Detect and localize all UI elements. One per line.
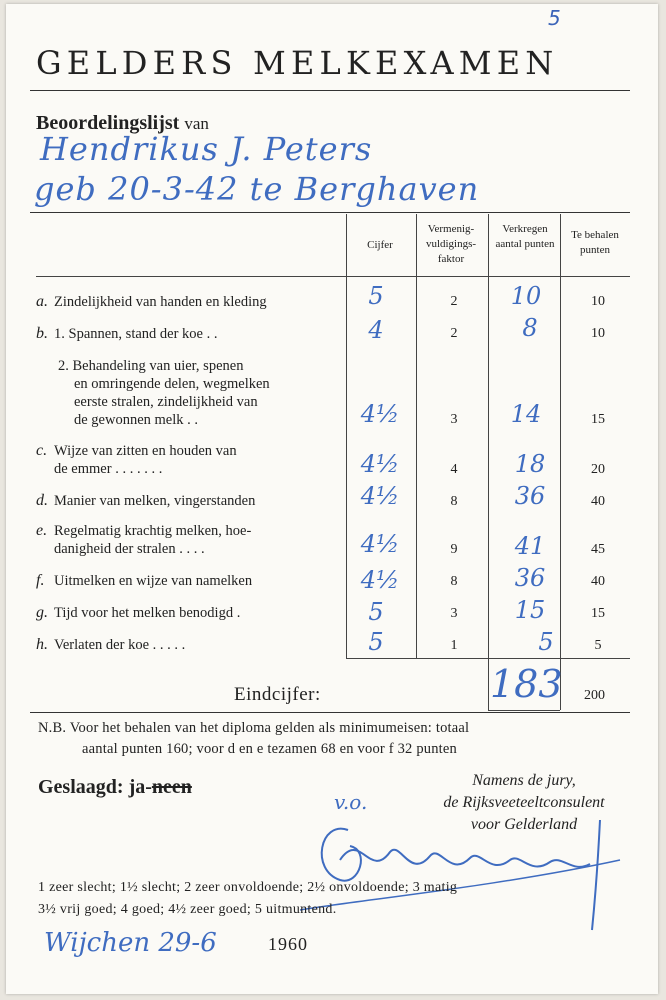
- max-b1: 10: [591, 326, 605, 341]
- subtitle-suffix: van: [184, 114, 209, 133]
- criterion-g: g. Tijd voor het melken benodigd .: [36, 604, 241, 621]
- col-header-faktor: Vermenig- vuldigings- faktor: [425, 223, 477, 265]
- cijfer-e: 4½: [360, 530, 400, 558]
- max-g: 15: [591, 606, 605, 621]
- geslaagd-label: Geslaagd:: [38, 776, 124, 798]
- cijfer-b1: 4: [368, 316, 384, 344]
- candidate-name: Hendrikus J. Peters: [40, 130, 373, 168]
- verkregen-g: 15: [514, 596, 546, 624]
- total-box-rule: [488, 710, 560, 711]
- totals-rule: [30, 712, 630, 713]
- geslaagd-neen: neen: [151, 776, 192, 798]
- cijfer-b2: 4½: [360, 400, 400, 428]
- eindcijfer-value: 183: [490, 662, 563, 706]
- scale-line-1: 1 zeer slecht; 1½ slecht; 2 zeer onvoldoende; 2½ onvoldoende; 3 matig: [38, 880, 458, 895]
- criterion-c: c. Wijze van zitten en houden van de emmer . . . . . . .: [36, 442, 237, 477]
- faktor-a: 2: [450, 294, 458, 309]
- col-header-cijfer: Cijfer: [367, 239, 393, 251]
- max-c: 20: [591, 462, 605, 477]
- cijfer-a: 5: [368, 282, 384, 310]
- nb-line-1: N.B. Voor het behalen van het diploma gelden als minimumeisen: totaal: [38, 720, 470, 736]
- max-f: 40: [591, 574, 605, 589]
- verkregen-h: 5: [538, 628, 554, 656]
- col-header-verkregen: Verkregen aantal punten: [495, 223, 555, 250]
- jury-line-1: Namens de jury,: [472, 772, 576, 789]
- faktor-d: 8: [450, 494, 458, 509]
- jury-line-3: voor Gelderland: [470, 816, 578, 833]
- col-header-te-behalen: Te behalen punten: [571, 229, 619, 256]
- geslaagd-ja: ja-: [128, 776, 152, 798]
- max-a: 10: [591, 294, 605, 309]
- criterion-d: d. Manier van melken, vingerstanden: [36, 492, 256, 509]
- geslaagd: [38, 776, 192, 799]
- eindcijfer-label: Eindcijfer:: [234, 684, 321, 705]
- table-vline: [488, 214, 489, 710]
- criterion-f: f. Uitmelken en wijze van namelken: [36, 572, 253, 589]
- faktor-c: 4: [450, 462, 458, 477]
- page-number: 5: [548, 6, 561, 30]
- criterion-e: e. Regelmatig krachtig melken, hoe- danigheid der stralen . . . .: [36, 522, 252, 557]
- nb-line-2: aantal punten 160; voor d en e tezamen 68 en voor f 32 punten: [82, 741, 457, 757]
- title-rule: [30, 90, 630, 91]
- faktor-b2: 3: [450, 412, 458, 427]
- table-bottom-rule: [346, 658, 630, 659]
- signature-prefix: v.o.: [334, 790, 368, 814]
- year: 1960: [268, 934, 308, 954]
- max-e: 45: [591, 542, 605, 557]
- max-h: 5: [594, 638, 602, 653]
- verkregen-b1: 8: [522, 314, 538, 342]
- faktor-e: 9: [450, 542, 458, 557]
- criterion-h: h. Verlaten der koe . . . . .: [36, 636, 186, 653]
- faktor-h: 1: [450, 638, 458, 653]
- criterion-b2: 2. Behandeling van uier, spenen en omringende delen, wegmelken eerste stralen, zindelijkheid van de gewonnen melk . .: [58, 358, 270, 428]
- cijfer-c: 4½: [360, 450, 400, 478]
- cijfer-f: 4½: [360, 566, 400, 594]
- place-date: Wijchen 29-6: [44, 928, 217, 958]
- jury-line-2: de Rijksveeteeltconsulent: [443, 794, 605, 811]
- verkregen-f: 36: [514, 564, 546, 592]
- faktor-g: 3: [450, 606, 458, 621]
- form-title: GELDERS MELKEXAMEN: [36, 44, 559, 82]
- header-rule: [30, 212, 630, 213]
- cijfer-d: 4½: [360, 482, 400, 510]
- max-d: 40: [591, 494, 605, 509]
- verkregen-c: 18: [514, 450, 546, 478]
- verkregen-d: 36: [514, 482, 546, 510]
- eindcijfer-max: 200: [584, 688, 605, 703]
- verkregen-a: 10: [510, 282, 542, 310]
- table-vline: [346, 214, 347, 658]
- verkregen-e: 41: [514, 532, 546, 560]
- signature-scribble: [300, 790, 646, 940]
- subtitle-text: Beoordelingslijst: [36, 112, 180, 134]
- max-b2: 15: [591, 412, 605, 427]
- cijfer-h: 5: [368, 628, 384, 656]
- criterion-a: a. Zindelijkheid van handen en kleding: [36, 293, 267, 310]
- verkregen-b2: 14: [510, 400, 542, 428]
- criterion-b1: b. 1. Spannen, stand der koe . .: [36, 325, 218, 342]
- cijfer-g: 5: [368, 598, 384, 626]
- table-header-rule: [36, 276, 630, 277]
- scale-line-2: 3½ vrij goed; 4 goed; 4½ zeer goed; 5 uitmuntend.: [38, 902, 337, 917]
- faktor-f: 8: [450, 574, 458, 589]
- candidate-birth: geb 20-3-42 te Berghaven: [34, 170, 480, 208]
- table-vline: [416, 214, 417, 658]
- faktor-b1: 2: [450, 326, 458, 341]
